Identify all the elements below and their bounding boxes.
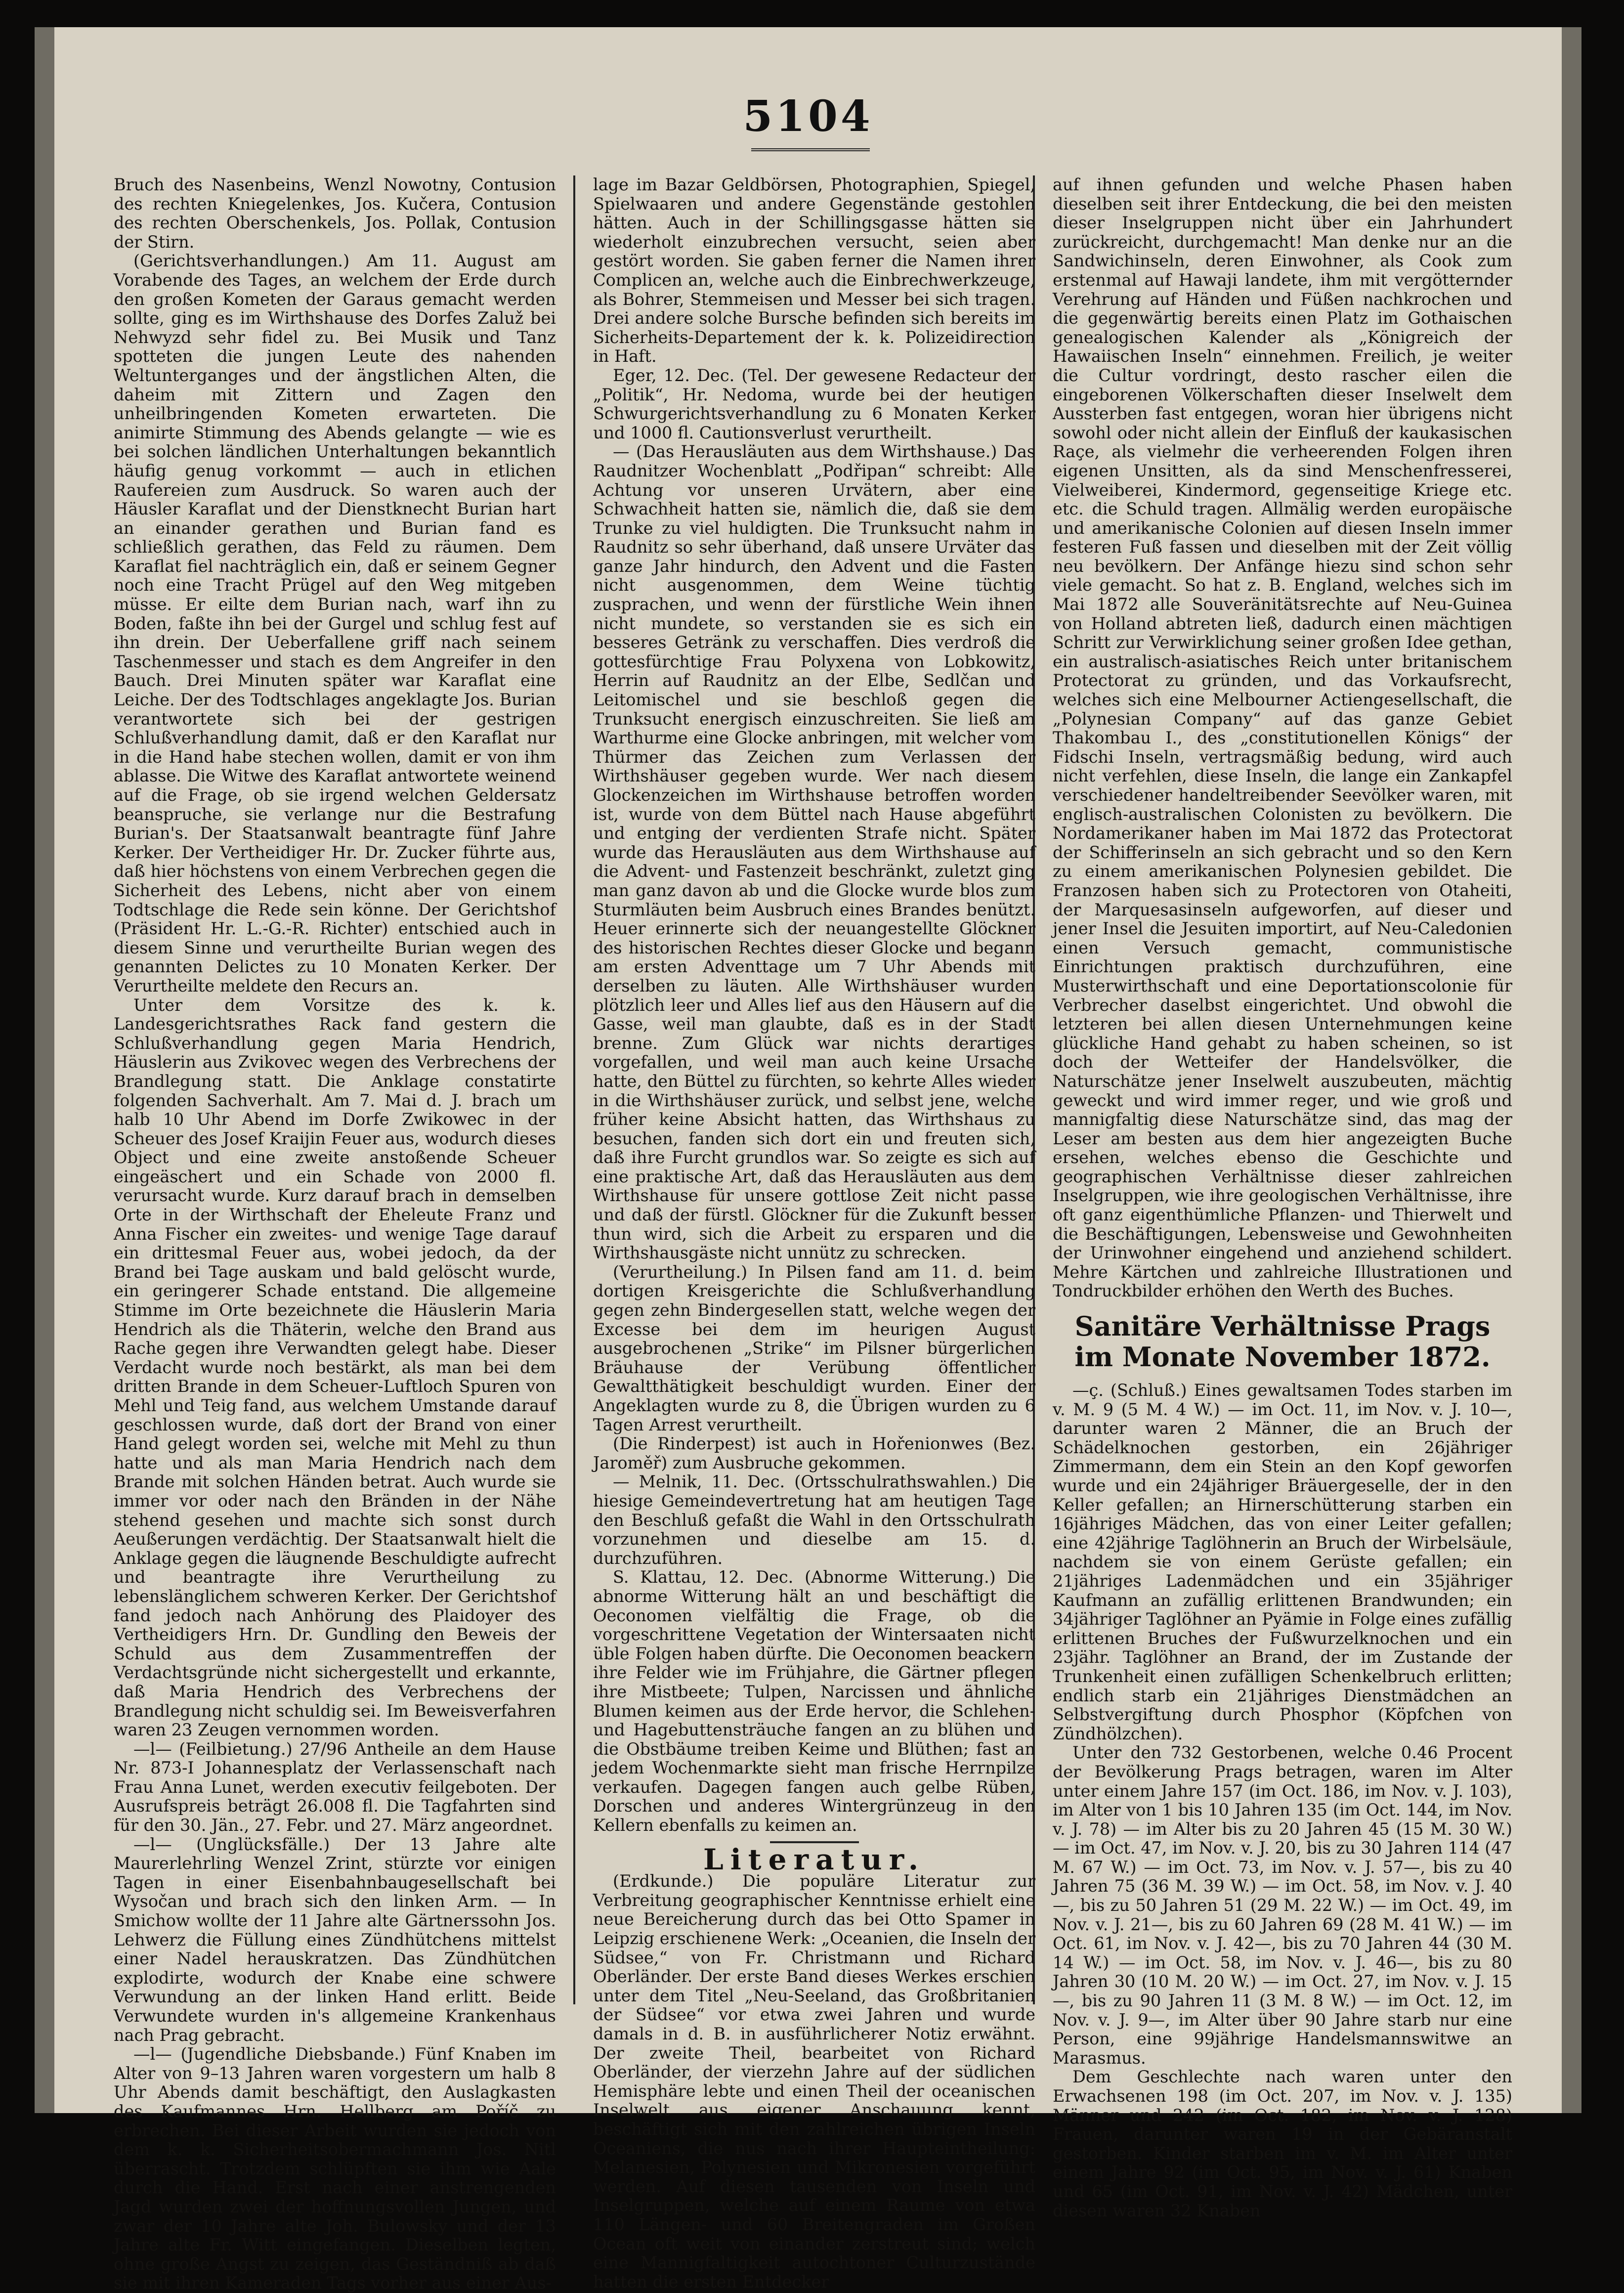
article-geography-book: (Erdkunde.) Die populäre Literatur zur Verbreitung geographischer Kenntnisse erhielt eine neue Bereicherung durch das bei Otto Spamer in Leipzig erschienene Werk: „Oceanien, die Inseln der Südsee,“ von Fr. Christmann und Richard Oberländer. Der erste Band dieses Werkes erschien unter dem Titel „Neu-Seeland, das Großbritanien der Südsee“ vor etwa zwei Jahren und wurde damals in d. B. in ausführlicherer Notiz erwähnt. Der zweite Theil, bearbeitet von Richard Oberländer, der vierzehn Jahre auf der südlichen Hemisphäre lebte und einen Theil der oceanischen Inselwelt aus eigener Anschauung kennt, beschäftigt sich mit den zahlreichen übrigen Inseln Oceaniens, die nus nach ihrer Haupteintheilung: Melanesien, Polynesien und Mikronesien vorgeführt werden. Auf diesen tausenden von Inseln und Inselgruppen, welche auf einem Raume von etwa 110 Längen- und 60 Breitengraden im Großen Ocean oft weit von einander zerstreut sind; welch eine Mannigfaltigkeit autochtoner Culturzustände hatten die ersten Entdecker <box>593 1871 1035 2292</box>
article-tavern-bell: — (Das Herausläuten aus dem Wirthshause.) Das Raudnitzer Wochenblatt „Podřipan“ schreibt: Alle Achtung vor unseren Urvätern, aber eine Schwachheit hatten sie, nämlich die, daß sie dem Trunke zu viel huldigten. Die Trunksucht nahm in Raudnitz so sehr überhand, daß unsere Urväter das ganze Jahr hindurch, den Advent und die Fasten nicht ausgenommen, dem Weine tüchtig zusprachen, und wenn der fürstliche Wein ihnen nicht mundete, so verstanden sie es sich ein besseres Getränk zu verschaffen. Dies verdroß die gottesfürchtige Frau Polyxena von Lobkowitz, Herrin auf Raudnitz an der Elbe, Sedlčan und Leitomischel und sie beschloß gegen die Trunksucht energisch einzuschreiten. Sie ließ am Warthurme eine Glocke anbringen, mit welcher vom Thürmer das Zeichen zum Verlassen der Wirthshäuser gegeben wurde. Wer nach diesem Glockenzeichen im Wirthshause betroffen worden ist, wurde von dem Büttel nach Hause abgeführt und entging der verdienten Strafe nicht. Später wurde das Herausläuten aus dem Wirthshause auf die Advent- und Fastenzeit beschränkt, zuletzt ging man ganz davon ab und die Glocke wurde blos zum Sturmläuten beim Ausbruch eines Brandes benützt. Heuer erinnerte sich der neuangestellte Glöckner des historischen Rechtes dieser Glocke und begann am ersten Adventtage um 7 Uhr Abends mit derselben zu läuten. Alle Wirthshäuser wurden plötzlich leer und Alles lief aus den Häusern auf die Gasse, weil man glaubte, daß es in der Stadt brenne. Zum Glück war nichts derartiges vorgefallen, und weil man auch keine Ursache hatte, den Büttel zu fürchten, so kehrte Alles wieder in die Wirthshäuser zurück, und selbst jene, welche früher keine Absicht hatten, das Wirthshaus zu besuchen, fanden sich dort ein und freuten sich, daß ihre Furcht grundlos war. So zeigte es sich auf eine praktische Art, daß das Herausläuten aus dem Wirthshause für unsere gottlose Zeit nicht passe und daß der fürstl. Glöckner für die Zukunft besser thun wird, sich die Arbeit zu ersparen und die Wirthshausgäste nicht unnütz zu schrecken. <box>593 442 1035 1263</box>
column-1 <box>114 175 556 2293</box>
article-cattle-plague: (Die Rinderpest) ist auch in Hořenionwes (Bez. Jaroměř) zum Ausbruche gekommen. <box>593 1434 1035 1472</box>
section-heading-sanitary: Sanitäre Verhältnisse Prags im Monate November 1872. <box>1074 1310 1491 1373</box>
column-divider <box>573 175 575 2004</box>
article-injuries-end: Bruch des Nasenbeins, Wenzl Nowotny, Contusion des rechten Kniegelenkes, Jos. Kučera, Contusion des rechten Oberschenkels, Jos. Pollak, Contusion der Stirn. <box>114 175 556 252</box>
section-heading-literatur: Literatur. <box>703 1842 926 1876</box>
article-eger: Eger, 12. Dec. (Tel. Der gewesene Redacteur der „Politik“, Hr. Nedoma, wurde bei der heutigen Schwurgerichtsverhandlung zu 6 Monaten Kerker und 1000 fl. Cautionsverlust verurtheilt. <box>593 365 1035 442</box>
article-geography-book-cont: auf ihnen gefunden und welche Phasen haben dieselben seit ihrer Entdeckung, die bei den meisten dieser Inselgruppen nicht über ein Jahrhundert zurückreicht, durchgemacht! Man denke nur an die Sandwichinseln, deren Einwohner, als Cook zum erstenmal auf Hawaji landete, ihm mit vergötternder Verehrung auf Händen und Füßen nachkrochen und die gegenwärtig bereits einen Platz im Gothaischen genealogischen Kalender als „Königreich der Hawaiischen Inseln“ einnehmen. Freilich, je weiter die Cultur vordringt, desto rascher eilen die eingeborenen Völkerschaften dieser Inselwelt dem Aussterben fast entgegen, woran hier übrigens nicht sowohl oder nicht allein der Einfluß der kaukasischen Raçe, als vielmehr die verheerenden Folgen ihren eigenen Unsitten, als da sind Menschenfresserei, Vielweiberei, Kindermord, gegenseitige Kriege etc. etc. die Schuld tragen. Allmälig werden europäische und amerikanische Colonien auf diesen Inseln immer festeren Fuß fassen und dieselben mit der Zeit völlig neu bevölkern. Der Anfänge hiezu sind schon sehr viele gemacht. So hat z. B. England, welches sich im Mai 1872 alle Souveränitätsrechte auf Neu-Guinea von Holland abtreten ließ, dadurch einen mächtigen Schritt zur Verwirklichung seiner großen Idee gethan, ein australisch-asiatisches Reich unter britanischem Protectorat zu gründen, und das Vorkaufsrecht, welches sich eine Melbourner Actiengesellschaft, die „Polynesian Company“ auf das ganze Gebiet Thakombau I., des „constitutionellen Königs“ der Fidschi Inseln, vertragsmäßig bedung, wird auch nicht verfehlen, diese Inseln, die lange ein Zankapfel verschiedener handeltreibender Seevölker waren, mit englisch-australischen Colonisten zu bevölkern. Die Nordamerikaner haben im Mai 1872 das Protectorat der Schifferinseln an sich gebracht und so den Kern zu einem amerikanischen Polynesien gebildet. Die Franzosen haben sich zu Protectoren von Otaheiti, der Marquesasinseln aufgeworfen, auf dieser und jener Insel die Jesuiten importirt, auf Neu-Caledonien einen Versuch gemacht, communistische Einrichtungen praktisch durchzuführen, eine Musterwirthschaft und eine Deportationscolonie für Verbrecher daselbst eingerichtet. Und obwohl die letzteren bei allen diesen Unternehmungen keine glückliche Hand gehabt zu haben scheinen, so ist doch der Wetteifer der Handelsvölker, die Naturschätze jener Inselwelt auszubeuten, mächtig geweckt und wird immer reger, und wie groß und mannigfaltig diese Naturschätze sind, das mag der Leser am besten aus dem hier angezeigten Buche ersehen, welches ebenso die Geschichte und geographischen Verhältnisse dieser zahlreichen Inselgruppen, wie ihre geologischen Verhältnisse, ihre oft ganz eigenthümliche Pflanzen- und Thierwelt und die Beschäftigungen, Lebensweise und Gewohnheiten der Urinwohner eingehend und anziehend schildert. Mehre Kärtchen und zahlreiche Illustrationen und Tondruckbilder erhöhen den Werth des Buches. <box>1053 175 1512 1301</box>
article-auction: —l— (Feilbietung.) 27/96 Antheile an dem Hause Nr. 873-I Johannesplatz der Verlassenschaft nach Frau Anna Lunet, werden executiv feilgeboten. Der Ausrufspreis beträgt 26.008 fl. Die Tagfahrten sind für den 30. Jän., 27. Febr. und 27. März angeordnet. <box>114 1739 556 1835</box>
article-sentencing: (Verurtheilung.) In Pilsen fand am 11. d. beim dortigen Kreisgerichte die Schlußverhandlung gegen zehn Bindergesellen statt, welche wegen der Excesse bei dem im heurigen August ausgebrochenen „Strike“ im Pilsner bürgerlichen Bräuhause der Verübung öffentlicher Gewaltthätigkeit beschuldigt wurden. Einer der Angeklagten wurde zu 8, die Übrigen wurden zu 6 Tagen Arrest verurtheilt. <box>593 1262 1035 1434</box>
article-arson-trial: Unter dem Vorsitze des k. k. Landesgerichtsrathes Rack fand gestern die Schlußverhandlung gegen Maria Hendrich, Häuslerin aus Zvikovec wegen des Verbrechens der Brandlegung statt. Die Anklage constatirte folgenden Sachverhalt. Am 7. Mai d. J. brach um halb 10 Uhr Abend im Dorfe Zwikowec in der Scheuer des Josef Kraijin Feuer aus, wodurch dieses Object und eine zweite anstoßende Scheuer eingeäschert und ein Schade von 2000 fl. verursacht wurde. Kurz darauf brach in demselben Orte in der Wirthschaft der Eheleute Franz und Anna Fischer ein zweites- und wenige Tage darauf ein drittesmal Feuer aus, wobei jedoch, da der Brand bei Tage auskam und bald gelöscht wurde, ein geringerer Schade entstand. Die allgemeine Stimme im Orte bezeichnete die Häuslerin Maria Hendrich als die Thäterin, welche den Brand aus Rache gegen ihre Verwandten gelegt habe. Dieser Verdacht wurde noch bestärkt, als man bei dem dritten Brande in dem Scheuer-Luftloch Spuren von Mehl und Teig fand, aus welchem Umstande darauf geschlossen wurde, daß dort der Brand von einer Hand gelegt worden sei, welche mit Mehl zu thun hatte und als man Maria Hendrich nach dem Brande mit solchen Händen betrat. Auch wurde sie immer vor oder nach den Bränden in der Nähe stehend gesehen und machte sich sonst durch Aeußerungen verdächtig. Der Staatsanwalt hielt die Anklage gegen die läugnende Beschuldigte aufrecht und beantragte ihre Verurtheilung zu lebenslänglichem schweren Kerker. Der Gerichtshof fand jedoch nach Anhörung des Plaidoyer des Vertheidigers Hrn. Dr. Gundling den Beweis der Schuld aus dem Zusammentreffen der Verdachtsgründe nicht sichergestellt und erkannte, daß Maria Hendrich des Verbrechens der Brandlegung nicht schuldig sei. Im Beweisverfahren waren 23 Zeugen vernommen worden. <box>114 995 556 1740</box>
article-accidents: —l— (Unglücksfälle.) Der 13 Jahre alte Maurerlehrling Wenzel Zrint, stürzte vor einigen Tagen in einer Eisenbahnbaugesellschaft bei Wysočan und brach sich den linken Arm. — In Smichow wollte der 11 Jahre alte Gärtnerssohn Jos. Lehwerz die Füllung eines Zündhütchens mittelst einer Nadel herauskratzen. Das Zündhütchen explodirte, wodurch der Knabe eine schwere Verwundung an der linken Hand erlitt. Beide Verwundete wurden in's allgemeine Krankenhaus nach Prag gebracht. <box>114 1834 556 2045</box>
article-mortality-by-age: Unter den 732 Gestorbenen, welche 0.46 Procent der Bevölkerung Prags betragen, waren im Alter unter einem Jahre 157 (im Oct. 186, im Nov. v. J. 103), im Alter von 1 bis 10 Jahren 135 (im Oct. 144, im Nov. v. J. 78) — im Alter bis zu 20 Jahren 45 (15 M. 30 W.) — im Oct. 47, im Nov. v. J. 20, bis zu 30 Jahren 114 (47 M. 67 W.) — im Oct. 73, im Nov. v. J. 57—, bis zu 40 Jahren 75 (36 M. 39 W.) — im Oct. 58, im Nov. v. J. 40—, bis zu 50 Jahren 51 (29 M. 22 W.) — im Oct. 49, im Nov. v. J. 21—, bis zu 60 Jahren 69 (28 M. 41 W.) — im Oct. 61, im Nov. v. J. 42—, bis zu 70 Jahren 44 (30 M. 14 W.) — im Oct. 58, im Nov. v. J. 46—, bis zu 80 Jahren 30 (10 M. 20 W.) — im Oct. 27, im Nov. v. J. 15—, bis zu 90 Jahren 11 (3 M. 8 W.) — im Oct. 12, im Nov. v. J. 9—, im Alter über 90 Jahre starb nur eine Person, eine 99jährige Handelsmannswitwe an Marasmus. <box>1053 1743 1512 2068</box>
article-violent-deaths: —ç. (Schluß.) Eines gewaltsamen Todes starben im v. M. 9 (5 M. 4 W.) — im Oct. 11, im Nov. v. J. 10—, darunter waren 2 Männer, die an Bruch der Schädelknochen gestorben, ein 26jähriger Zimmermann, dem ein Stein an den Kopf geworfen wurde und ein 24jähriger Bräuergeselle, der in den Keller gefallen; an Hirnerschütterung starben ein 16jähriges Mädchen, das von einer Leiter gefallen; eine 42jährige Taglöhnerin an Bruch der Wirbelsäule, nachdem sie von einem Gerüste gefallen; ein 21jähriges Ladenmädchen und ein 35jähriger Kaufmann an zufällig erlittenen Brandwunden; ein 34jähriger Taglöhner an Pyämie in Folge eines zufällig erlittenen Bruches der Fußwurzelknochen und ein 23jähr. Taglöhner an Brand, der im Zustande der Trunkenheit einen zufälligen Schenkelbruch erlitten; endlich starb ein 21jähriges Dienstmädchen an Selbstvergiftung durch Phosphor (Köpfchen von Zündhölzchen). <box>1053 1381 1512 1743</box>
article-klattau-weather: S. Klattau, 12. Dec. (Abnorme Witterung.) Die abnorme Witterung hält an und beschäftigt die Oeconomen vielfältig die Frage, ob die vorgeschrittene Vegetation der Wintersaaten nicht üble Folgen haben dürfte. Die Oeconomen beackern ihre Felder wie im Frühjahre, die Gärtner pflegen ihre Mistbeete; Tulpen, Narcissen und ähnliche Blumen keimen aus der Erde hervor, die Schlehen- und Hagebuttensträuche fangen an zu blühen und die Obstbäume treiben Keime und Blüthen; fast an jedem Wochenmarkte sieht man frische Herrnpilze verkaufen. Dagegen fangen auch gelbe Rüben, Dorschen und anderes Wintergrünzeug in den Kellern ebenfalls zu keimen an. <box>593 1567 1035 1835</box>
article-juvenile-thieves: —l— (Jugendliche Diebsbande.) Fünf Knaben im Alter von 9–13 Jahren waren vorgestern um halb 8 Uhr Abends damit beschäftigt, den Auslagkasten des Kaufmannes Hrn. Hellberg am Poříč zu erbrechen. Bei dieser Arbeit wurden sie jedoch von dem k. k. Sicherheitsobermachmann Jos. Nitl überrascht. Trotzdem schlüpften sie ihm wie Aale durch die Hand. Erst nach einer anstrengenden Jagd wurden zwei der hoffnungsvollen Jungen, und zwar der 10 Jahre alte Joh. Bulowsky und der 13 Jahre alte Fr. Witt eingefangen. Dieselben legten, ohne große Angst zu zeigen, das Geständniß ab daß sie mit ihren Kameraden Tags vorher aus einer Aus- <box>114 2044 556 2293</box>
header-rule <box>751 148 870 151</box>
newspaper-page <box>35 27 1581 2293</box>
article-melnik: — Melnik, 11. Dec. (Ortsschulrathswahlen.) Die hiesige Gemeindevertretung hat am heutigen Tage den Beschluß gefaßt die Wahl in den Ortsschulrath vorzunehmen und dieselbe am 15. d. durchzuführen. <box>593 1472 1035 1568</box>
article-court-proceedings: (Gerichtsverhandlungen.) Am 11. August am Vorabende des Tages, an welchem der Erde durch den großen Kometen der Garaus gemacht werden sollte, ging es im Wirthshause des Dorfes Zaluž bei Nehwyzd sehr fidel zu. Bei Musik und Tanz spotteten die jungen Leute des nahenden Weltunterganges und der ängstlichen Alten, die daheim mit Zittern und Zagen den unheilbringenden Kometen erwarteten. Die animirte Stimmung des Abends gelangte — wie es bei solchen ländlichen Unterhaltungen bekanntlich häufig genug vorkommt — auch in etlichen Raufereien zum Ausdruck. So waren auch der Häusler Karaflat und der Dienstknecht Burian hart an einander gerathen und Burian fand es schließlich gerathen, das Feld zu räumen. Dem Karaflat fiel nachträglich ein, daß er seinem Gegner noch eine Tracht Prügel auf den Weg mitgeben müsse. Er eilte dem Burian nach, warf ihn zu Boden, faßte ihn bei der Gurgel und schlug fest auf ihn drein. Der Ueberfallene griff nach seinem Taschenmesser und stach es dem Angreifer in den Bauch. Drei Minuten später war Karaflat eine Leiche. Der des Todtschlages angeklagte Jos. Burian verantwortete sich bei der gestrigen Schlußverhandlung damit, daß er den Karaflat nur in die Hand habe stechen wollen, damit er von ihm ablasse. Die Witwe des Karaflat antwortete weinend auf die Frage, ob sie irgend welchen Geldersatz beanspruche, sie verlange nur die Bestrafung Burian's. Der Staatsanwalt beantragte fünf Jahre Kerker. Der Vertheidiger Hr. Dr. Zucker führte aus, daß hier höchstens von einem Verbrechen gegen die Sicherheit des Lebens, nicht aber von einem Todtschlage die Rede sein könne. Der Gerichtshof (Präsident Hr. L.-G.-R. Richter) entschied auch in diesem Sinne und verurtheilte Burian wegen des genannten Delictes zu 10 Monaten Kerker. Der Verurtheilte meldete den Recurs an. <box>114 251 556 995</box>
column-2 <box>593 175 1035 2292</box>
scan-right-edge <box>1562 27 1581 2113</box>
article-mortality-by-sex: Dem Geschlechte nach waren unter den Erwachsenen 198 (im Oct. 207, im Nov. v. J. 135) Männer und 242 (im Oct. 182, im Nov. v. J. 128) Frauen, darunter waren 19 in der Gebäranstalt gestorben. Kinder starben im v. M. im Alter unter einem Jahre 92 (im Oct. 95, im Nov. v. J. 61) Knaben und 65 (im Oct. 91, im Nov. v. J. 42) Mädchen, unter diesen waren 32 Knaben <box>1053 2067 1512 2220</box>
column-3 <box>1053 175 1512 2220</box>
article-juvenile-thieves-cont: lage im Bazar Geldbörsen, Photographien, Spiegel, Spielwaaren und andere Gegenstände gestohlen hätten. Auch in der Schillingsgasse hätten sie wiederholt einzubrechen versucht, seien aber gestört worden. Sie gaben ferner die Namen ihrer Complicen an, welche auch die Einbrechwerkzeuge, als Bohrer, Stemmeisen und Messer bei sich tragen. Drei andere solche Bursche befinden sich bereits im Sicherheits-Departement der k. k. Polizeidirection in Haft. <box>593 175 1035 366</box>
page-number: 5104 <box>743 91 873 141</box>
scan-left-edge <box>35 27 54 2113</box>
